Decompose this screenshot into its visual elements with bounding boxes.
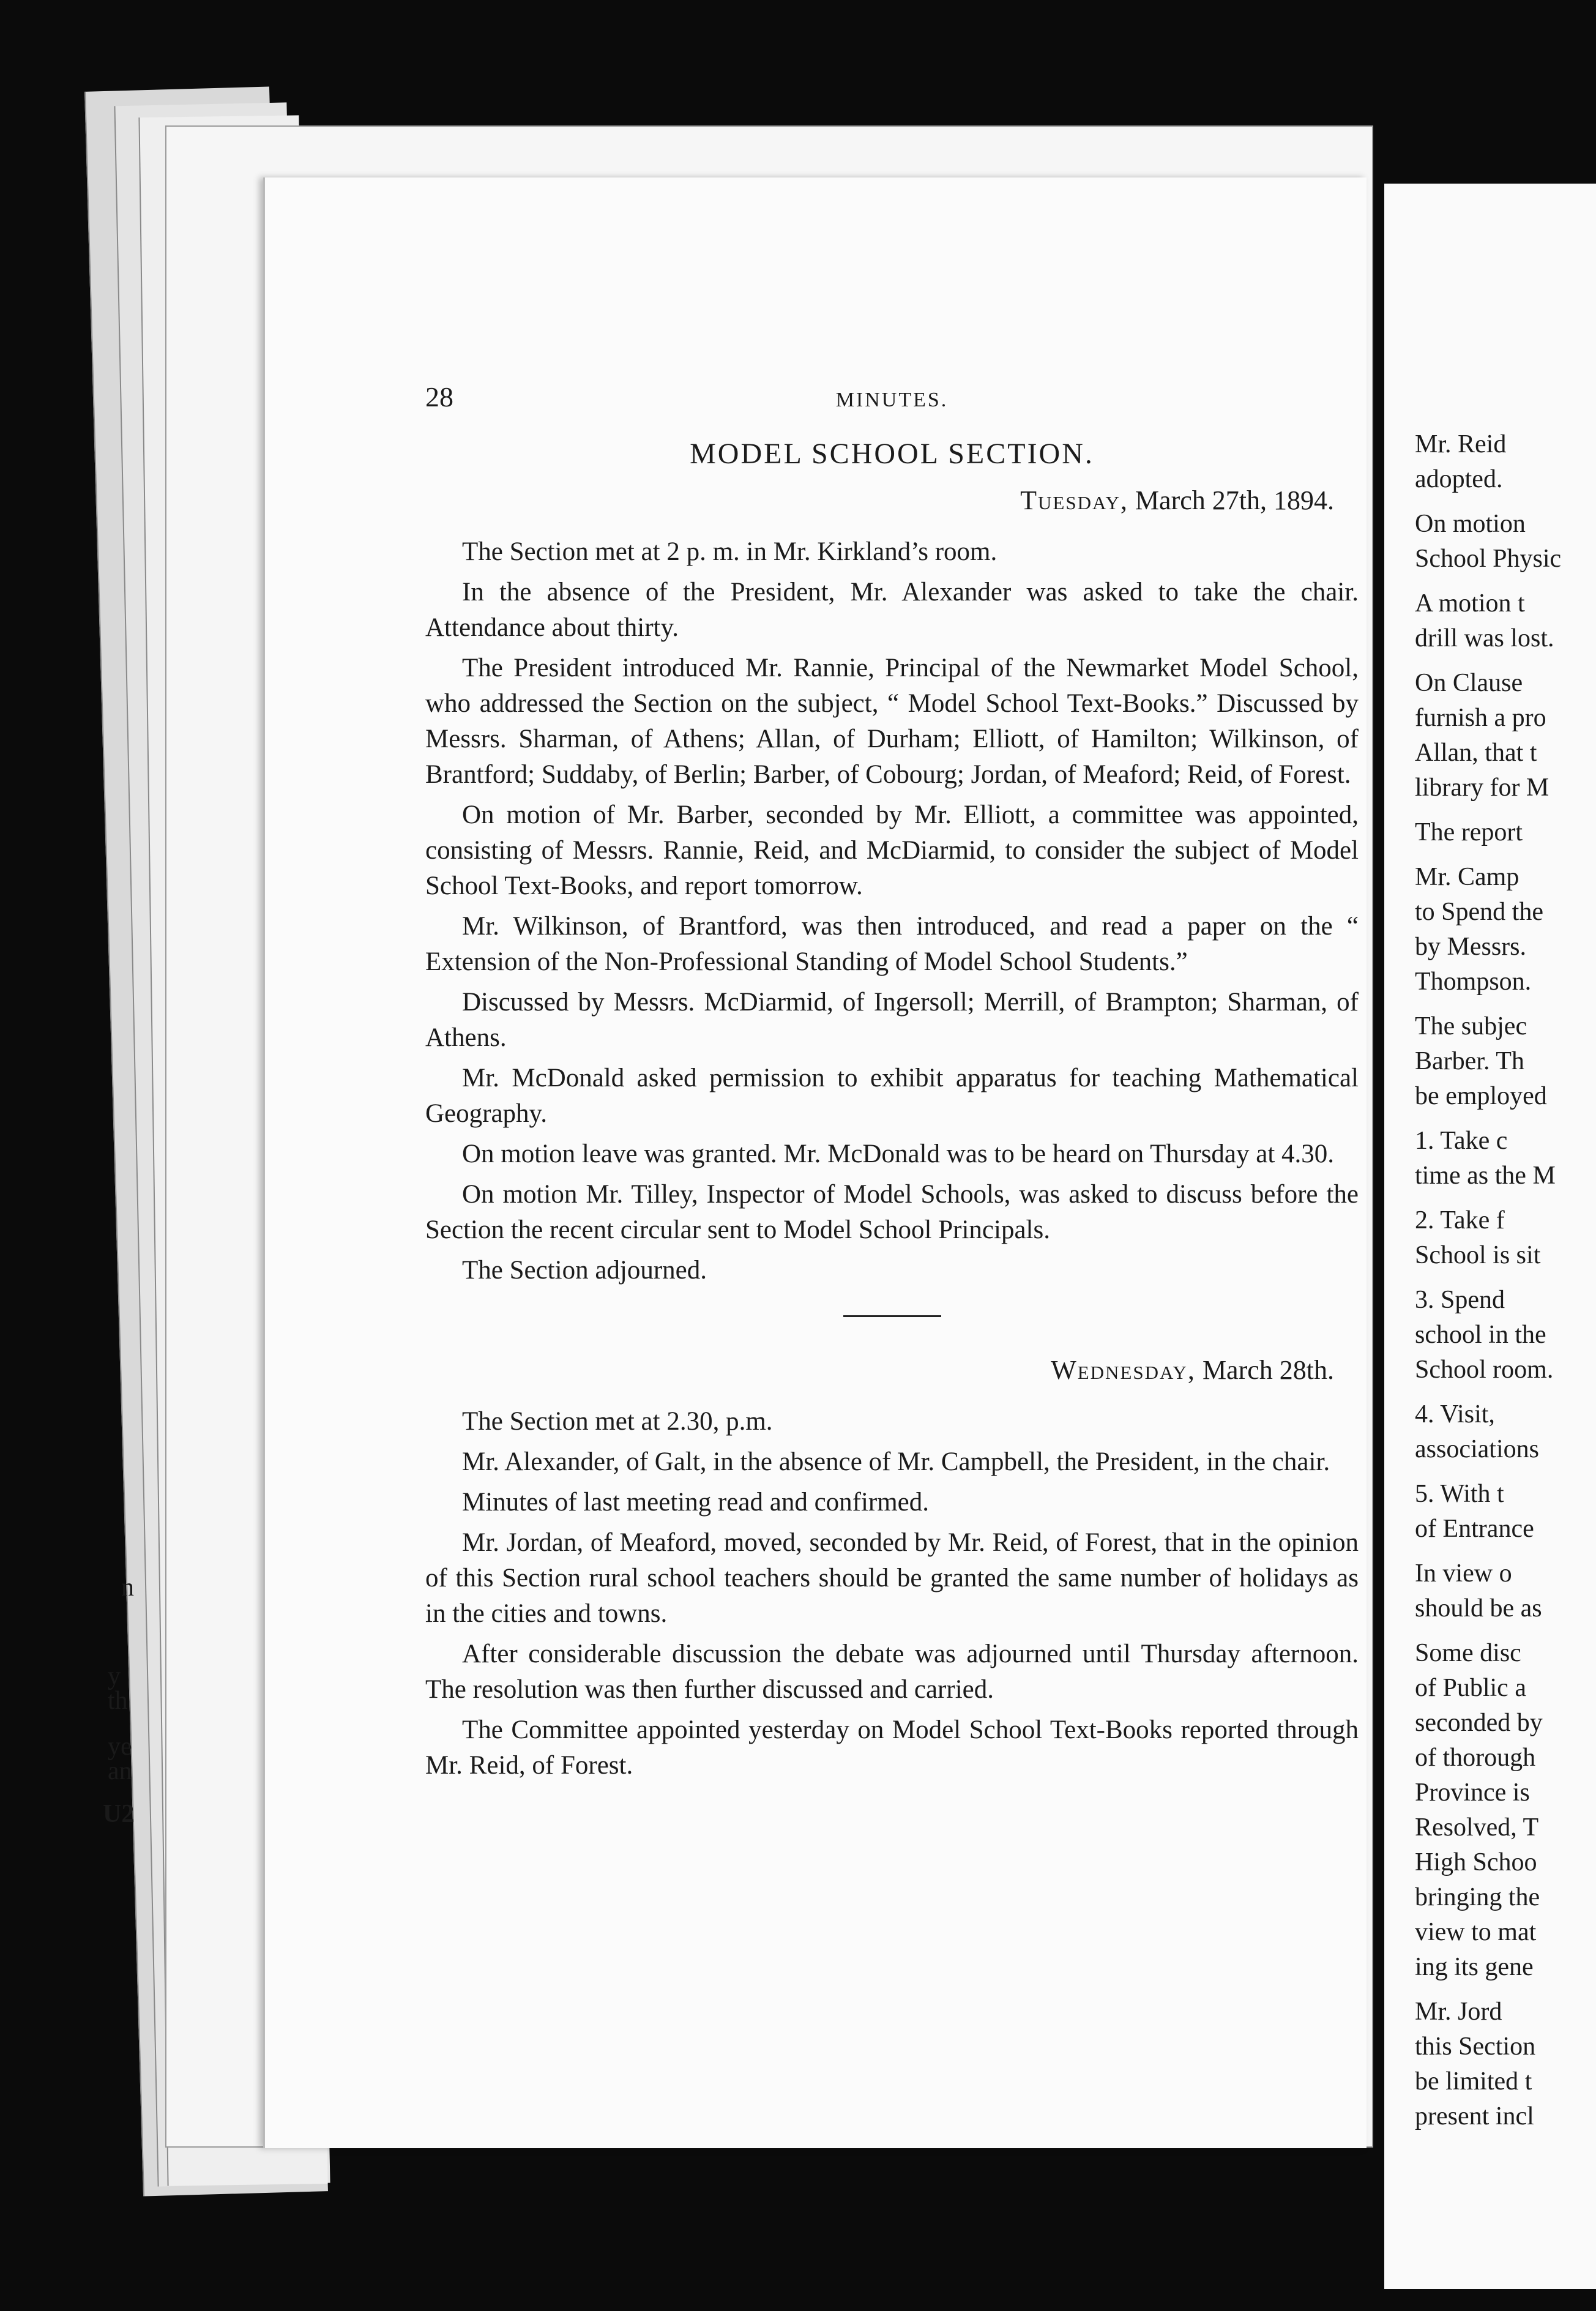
session-date-text: March 28th. (1195, 1355, 1334, 1385)
paragraph: Mr. Jordan, of Meaford, moved, seconded by Mr. Reid, of Forest, that in the opinion of this Section rural school teachers should be granted the same number of holidays as in the cities and towns. (425, 1528, 1359, 1628)
line-gap (1415, 1626, 1596, 1636)
facing-page-line: In view o (1415, 1559, 1512, 1588)
facing-page-line: to Spend the (1415, 898, 1543, 926)
left-fragment-text: ye (108, 1733, 132, 1761)
left-fragment-text: an (108, 1757, 132, 1785)
facing-page-line: 1. Take c (1415, 1127, 1508, 1155)
facing-page-line: A motion t (1415, 589, 1525, 618)
paragraph: Discussed by Messrs. McDiarmid, of Ingersoll; Merrill, of Brampton; Sharman, of Athens. (425, 988, 1359, 1052)
facing-page-line: associations (1415, 1435, 1539, 1463)
left-page-fragment (0, 1530, 135, 1873)
facing-page-line: school in the (1415, 1321, 1546, 1349)
facing-page-line: this Section (1415, 2033, 1536, 2061)
left-fragment-text: th (108, 1687, 128, 1715)
facing-page-line: Mr. Reid (1415, 430, 1507, 458)
running-header (425, 379, 1359, 418)
section-divider (843, 1315, 941, 1317)
facing-page-line: On motion (1415, 510, 1526, 538)
facing-page-line: be employed (1415, 1082, 1547, 1110)
line-gap (1415, 1273, 1596, 1283)
facing-page-line: present incl (1415, 2102, 1534, 2130)
facing-page-line: view to mat (1415, 1918, 1537, 1946)
facing-page-fragment (1384, 184, 1596, 2289)
facing-page-line: of Entrance (1415, 1515, 1534, 1543)
session-day: Wednesday, (1051, 1355, 1196, 1385)
facing-page-line: Mr. Camp (1415, 863, 1520, 891)
running-title: MINUTES. (835, 389, 949, 411)
line-gap (1415, 577, 1596, 586)
line-gap (1415, 497, 1596, 507)
paragraph: On motion Mr. Tilley, Inspector of Model Schools, was asked to discuss before the Section the recent circular sent to Model School Principals. (425, 1180, 1359, 1244)
facing-page-line: High Schoo (1415, 1848, 1537, 1876)
facing-page-line: bringing the (1415, 1883, 1540, 1911)
paragraph: After considerable discussion the debate was adjourned until Thursday afternoon. The resolution was then further discussed and carried. (425, 1640, 1359, 1704)
line-gap (1415, 1387, 1596, 1397)
facing-page-line: School is sit (1415, 1241, 1541, 1269)
facing-page-line: of Public a (1415, 1674, 1526, 1702)
facing-page-line: seconded by (1415, 1709, 1543, 1737)
left-fragment-text: U2 (103, 1800, 135, 1828)
facing-page-line: Mr. Jord (1415, 1998, 1502, 2026)
facing-page-line: Province is (1415, 1779, 1530, 1807)
facing-page-line: by Messrs. (1415, 933, 1527, 961)
paragraph: Mr. McDonald asked permission to exhibit apparatus for teaching Mathematical Geography. (425, 1064, 1359, 1128)
facing-page-line: time as the M (1415, 1162, 1556, 1190)
page-number: 28 (425, 381, 453, 413)
line-gap (1415, 999, 1596, 1009)
page-content (425, 379, 1359, 1788)
session-date-text: March 27th, 1894. (1128, 485, 1334, 515)
left-fragment-text: y (108, 1662, 121, 1690)
paragraph: In the absence of the President, Mr. Alexander was asked to take the chair. Attendance about thirty. (425, 578, 1359, 642)
document-page (263, 177, 1367, 2148)
facing-page-line: drill was lost. (1415, 624, 1554, 652)
line-gap (1415, 1467, 1596, 1477)
facing-page-line: 5. With t (1415, 1480, 1504, 1508)
facing-page-line: Allan, that t (1415, 739, 1537, 767)
facing-page-line: The subjec (1415, 1012, 1527, 1040)
facing-page-line: Thompson. (1415, 968, 1532, 996)
facing-page-line: ing its gene (1415, 1953, 1534, 1981)
paragraph: Mr. Wilkinson, of Brantford, was then introduced, and read a paper on the “ Extension of the Non-Professional Standing of Model School Students.” (425, 912, 1359, 976)
paragraph: The Committee appointed yesterday on Model School Text-Books reported through Mr. Reid, of Forest. (425, 1716, 1359, 1780)
paragraph: Mr. Alexander, of Galt, in the absence of Mr. Campbell, the President, in the chair. (462, 1447, 1330, 1476)
facing-page-line: Some disc (1415, 1639, 1521, 1667)
paragraph: The Section met at 2 p. m. in Mr. Kirkland’s room. (462, 537, 998, 566)
paragraph: The President introduced Mr. Rannie, Principal of the Newmarket Model School, who addressed the Section on the subject, “ Model School Text-Books.” Discussed by Messrs. Sharman, of Athens; Allan, of Durham; Elliott, of Hamilton; Wilkinson, of Brantford; Suddaby, of Berlin; Barber, of Cobourg; Jordan, of Meaford; Reid, of Forest. (425, 654, 1359, 789)
facing-page-line: be limited t (1415, 2067, 1532, 2096)
facing-page-line: 3. Spend (1415, 1286, 1505, 1314)
facing-page-line: On Clause (1415, 669, 1523, 697)
session-date (425, 1353, 1334, 1388)
facing-page-line: School Physic (1415, 545, 1562, 573)
line-gap (1415, 1547, 1596, 1556)
paragraph: Minutes of last meeting read and confirmed. (462, 1488, 930, 1517)
paragraph: On motion of Mr. Barber, seconded by Mr. Elliott, a committee was appointed, consisting of Messrs. Rannie, Reid, and McDiarmid, to consider the subject of Model School Text-Books, and report tomorrow. (425, 801, 1359, 900)
section-title: MODEL SCHOOL SECTION. (690, 438, 1094, 470)
facing-page-line: should be as (1415, 1594, 1542, 1622)
facing-page-line: Barber. Th (1415, 1047, 1524, 1075)
facing-page-line: The report (1415, 818, 1523, 846)
paragraph: On motion leave was granted. Mr. McDonald was to be heard on Thursday at 4.30. (462, 1140, 1335, 1168)
facing-page-line: furnish a pro (1415, 704, 1546, 732)
session-date (425, 483, 1334, 518)
line-gap (1415, 850, 1596, 860)
facing-page-line: 2. Take f (1415, 1206, 1505, 1234)
session-day: Tuesday, (1020, 485, 1128, 515)
facing-page-line: School room. (1415, 1356, 1554, 1384)
line-gap (1415, 805, 1596, 815)
facing-page-line: of thorough (1415, 1744, 1536, 1772)
facing-page-line: 4. Visit, (1415, 1400, 1495, 1428)
paragraph: The Section met at 2.30, p.m. (462, 1407, 773, 1436)
facing-page-line: adopted. (1415, 465, 1503, 493)
line-gap (1415, 1985, 1596, 1995)
left-fragment-text: n (121, 1574, 134, 1602)
facing-page-line: Resolved, T (1415, 1813, 1539, 1842)
line-gap (1415, 1193, 1596, 1203)
paragraph: The Section adjourned. (462, 1256, 707, 1285)
facing-page-line: library for M (1415, 774, 1549, 802)
line-gap (1415, 656, 1596, 666)
line-gap (1415, 1114, 1596, 1124)
facing-page-text (1415, 427, 1596, 2134)
